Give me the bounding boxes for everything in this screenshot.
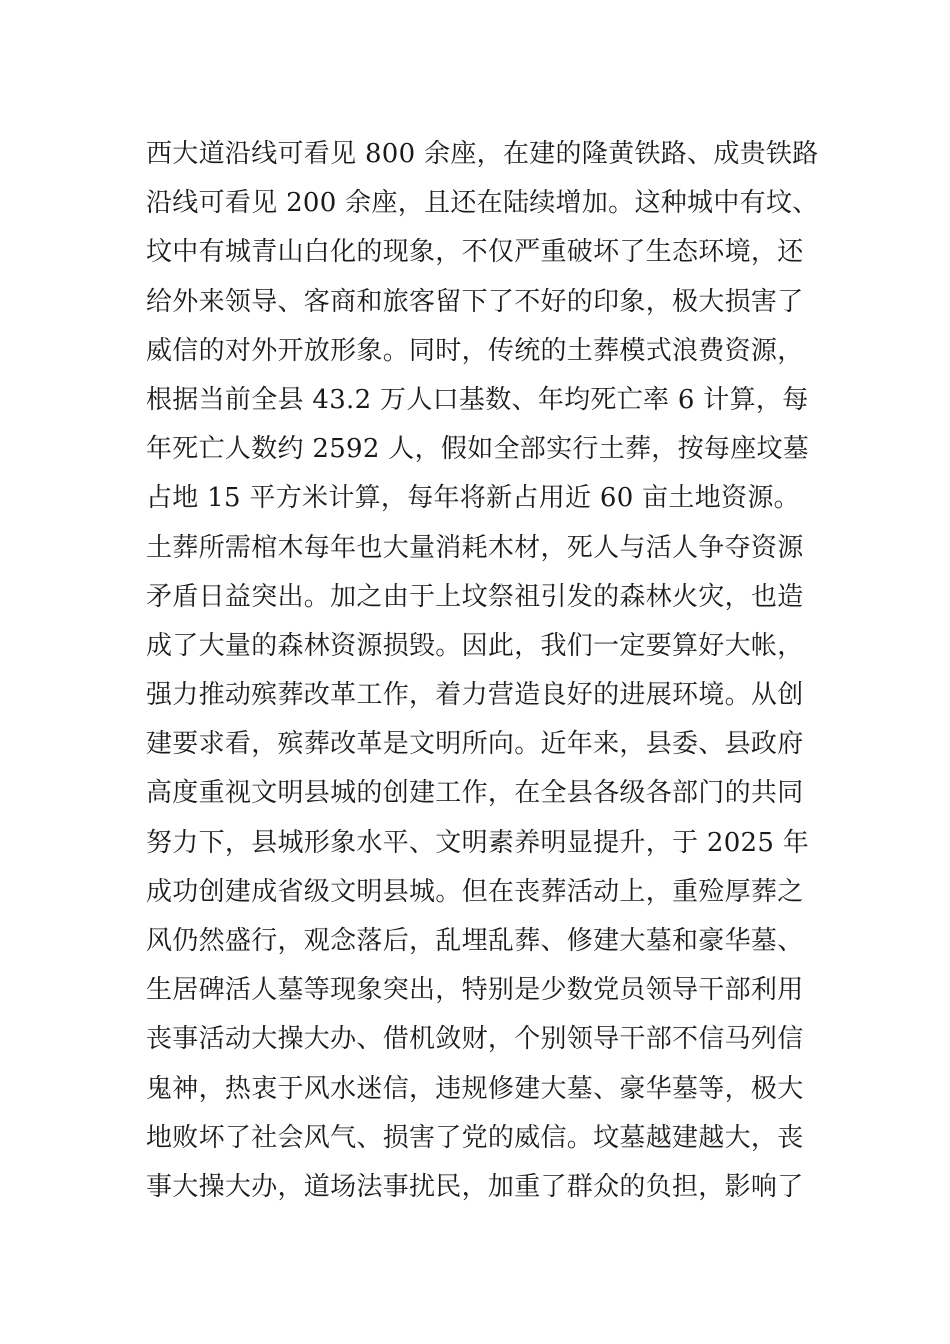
text-line: 西大道沿线可看见 800 余座，在建的隆黄铁路、成贵铁路 — [146, 139, 819, 169]
text-line: 矛盾日益突出。加之由于上坟祭祖引发的森林火灾，也造 — [146, 581, 804, 612]
text-line: 成了大量的森林资源损毁。因此，我们一定要算好大帐， — [146, 630, 804, 661]
text-line: 威信的对外开放形象。同时，传统的土葬模式浪费资源， — [146, 335, 804, 366]
text-line: 建要求看，殡葬改革是文明所向。近年来，县委、县政府 — [146, 729, 804, 760]
body-text — [146, 130, 819, 1212]
text-line: 鬼神，热衷于风水迷信，违规修建大墓、豪华墓等，极大 — [146, 1073, 804, 1104]
text-line: 坟中有城青山白化的现象，不仅严重破坏了生态环境，还 — [146, 237, 804, 268]
text-line: 高度重视文明县城的创建工作，在全县各级各部门的共同 — [146, 778, 804, 809]
text-line: 沿线可看见 200 余座，且还在陆续增加。这种城中有坟、 — [146, 188, 819, 219]
text-line: 土葬所需棺木每年也大量消耗木材，死人与活人争夺资源 — [146, 532, 804, 563]
text-line: 丧事活动大操大办、借机敛财，个别领导干部不信马列信 — [146, 1024, 804, 1055]
text-line: 年死亡人数约 2592 人，假如全部实行土葬，按每座坟墓 — [146, 434, 810, 465]
text-line: 努力下，县城形象水平、文明素养明显提升，于 2025 年 — [146, 827, 810, 858]
text-line: 地败坏了社会风气、损害了党的威信。坟墓越建越大，丧 — [146, 1122, 804, 1153]
text-line: 根据当前全县 43.2 万人口基数、年均死亡率 6 计算，每 — [146, 384, 809, 415]
text-line: 成功创建成省级文明县城。但在丧葬活动上，重殓厚葬之 — [146, 876, 804, 907]
text-line: 强力推动殡葬改革工作，着力营造良好的进展环境。从创 — [146, 680, 804, 711]
text-line: 事大操大办，道场法事扰民，加重了群众的负担，影响了 — [146, 1171, 804, 1202]
text-line: 风仍然盛行，观念落后，乱埋乱葬、修建大墓和豪华墓、 — [146, 926, 804, 956]
text-line: 生居碑活人墓等现象突出，特别是少数党员领导干部利用 — [146, 975, 804, 1006]
text-line: 给外来领导、客商和旅客留下了不好的印象，极大损害了 — [146, 286, 804, 317]
text-line: 占地 15 平方米计算，每年将新占用近 60 亩土地资源。 — [146, 483, 800, 514]
